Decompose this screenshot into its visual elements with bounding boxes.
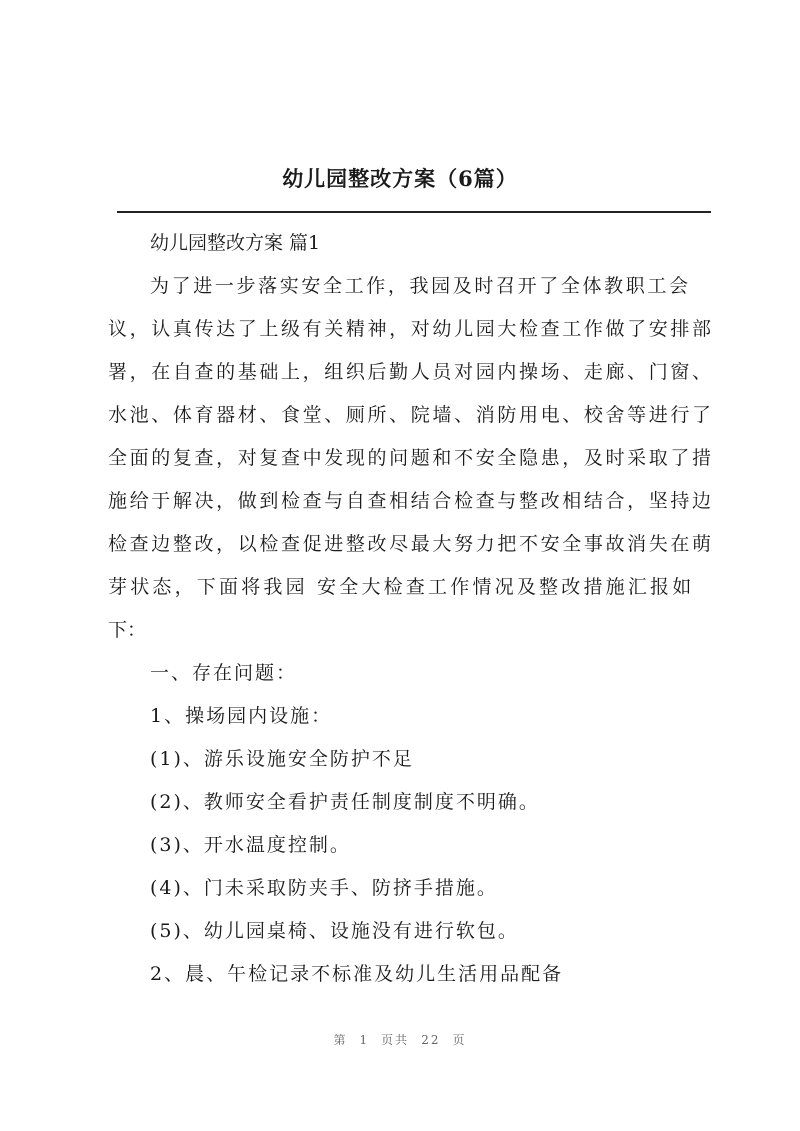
paragraph-line: 署，在自查的基础上，组织后勤人员对园内操场、走廊、门窗、: [108, 361, 711, 383]
section-heading: 一、存在问题：: [150, 662, 298, 684]
paragraph-line: 芽状态，下面将我园 安全大检查工作情况及整改措施汇报如: [108, 576, 695, 598]
footer-label: 页共: [381, 1033, 410, 1047]
list-item: (1)、游乐设施安全防护不足: [150, 748, 414, 770]
list-item: (4)、门未采取防夹手、防挤手措施。: [150, 877, 498, 899]
paragraph-line: 水池、体育器材、食堂、厕所、院墙、消防用电、校舍等进行了: [108, 404, 711, 426]
list-item: 1、操场园内设施：: [150, 705, 333, 727]
list-item: 2、晨、午检记录不标准及幼儿生活用品配备: [150, 963, 564, 985]
title-divider: [117, 211, 711, 213]
section-heading: 幼儿园整改方案 篇1: [150, 232, 321, 254]
paragraph-line: 检查边整改，以检查促进整改尽最大努力把不安全事故消失在萌: [108, 533, 711, 555]
page-footer: [0, 1031, 800, 1048]
paragraph-line: 施给于解决，做到检查与自查相结合检查与整改相结合，坚持边: [108, 490, 711, 512]
list-item: (5)、幼儿园桌椅、设施没有进行软包。: [150, 920, 519, 942]
footer-label: 页: [452, 1033, 467, 1047]
paragraph-line: 议，认真传达了上级有关精神，对幼儿园大检查工作做了安排部: [108, 318, 711, 340]
page-number: 1: [359, 1033, 370, 1047]
paragraph-line: 为了进一步落实安全工作，我园及时召开了全体教职工会: [150, 275, 688, 297]
paragraph-line: 全面的复查，对复查中发现的问题和不安全隐患，及时采取了措: [108, 447, 711, 469]
list-item: (2)、教师安全看护责任制度制度不明确。: [150, 791, 540, 813]
list-item: (3)、开水温度控制。: [150, 834, 351, 856]
document-title: 幼儿园整改方案（6篇）: [282, 166, 518, 191]
footer-label: 第: [333, 1033, 348, 1047]
paragraph-line: 下：: [108, 619, 147, 641]
total-pages: 22: [421, 1033, 441, 1047]
